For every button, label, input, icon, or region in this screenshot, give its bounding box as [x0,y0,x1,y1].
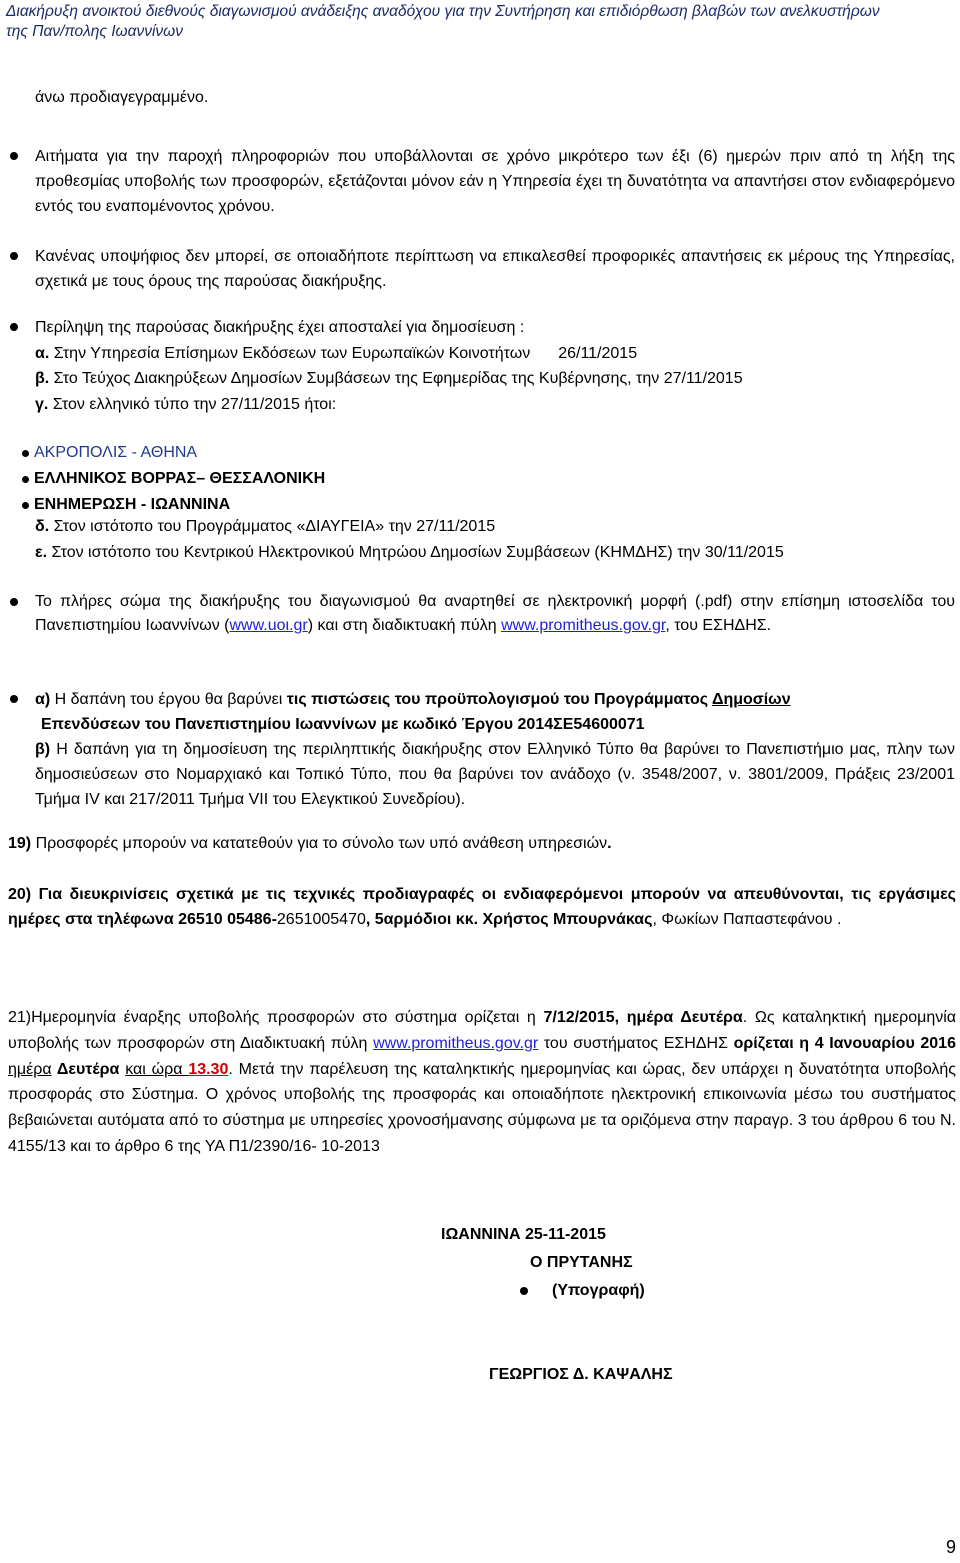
bullet-icon [10,695,18,703]
publication-item-b: β. Στο Τεύχος Διακηρύξεων Δημοσίων Συμβάσεων της Εφημερίδας της Κυβέρνησης, την 27/11/2015 [35,370,743,387]
newspaper-list [22,440,325,518]
publication-item-d: δ. Στον ιστότοπο του Προγράμματος «ΔΙΑΥΓΕΙΑ» την 27/11/2015 [35,518,496,535]
bullet-icon [22,450,29,457]
bullet-icon [10,152,18,160]
signature-mark: (Υπογραφή) [552,1282,645,1299]
cost-item-a-line2: Επενδύσεων του Πανεπιστημίου Ιωαννίνων με κωδικό Έργου 2014ΣΕ54600071 [41,716,645,733]
publication-heading: Περίληψη της παρούσας διακήρυξης έχει αποσταλεί για δημοσίευση : [35,319,525,336]
promitheus-portal-link-2[interactable]: www.promitheus.gov.gr [373,1034,539,1052]
newspaper-item: ΑΚΡΟΠΟΛΙΣ - ΑΘΗΝΑ [22,440,325,466]
paragraph-oral-answers: Κανένας υποψήφιος δεν μπορεί, σε οποιαδήποτε περίπτωση να επικαλεσθεί προφορικές απαντήσεις εκ μέρους της Υπηρεσίας, σχετικά με τους όρους της παρούσας διακήρυξης. [35,248,955,290]
intro-line: άνω προδιαγεγραμμένο. [35,89,209,106]
bullet-icon [10,252,18,260]
header-line-1: Διακήρυξη ανοικτού διεθνούς διαγωνισμού ανάδειξης αναδόχου για την Συντήρηση και επιδιόρθωση βλαβών των ανελκυστήρων [6,3,880,20]
publication-section [35,315,955,417]
signatory-name: ΓΕΩΡΓΙΟΣ Δ. ΚΑΨΑΛΗΣ [489,1366,673,1383]
bullet-icon [10,323,18,331]
publication-item-c: γ. Στον ελληνικό τύπο την 27/11/2015 ήτοι: [35,395,337,413]
page-number: 9 [945,1537,956,1557]
bullet-icon [22,476,29,483]
paragraph-cost [35,687,955,812]
newspaper-item: ΕΝΗΜΕΡΩΣΗ - ΙΩΑΝΝΙΝΑ [22,492,325,518]
running-header [6,2,956,42]
item-21: 21)Ημερομηνία έναρξης υποβολής προσφορών στο σύστημα ορίζεται η 7/12/2015, ημέρα Δευτέρα. Ως καταληκτική ημερομηνία υποβολής των προσφορών στη Διαδικτυακή πύλη www.promitheus.gov.gr του συστήματος ΕΣΗΔΗΣ ορίζεται η 4 Ιανουαρίου 2016 ημέρα Δευτέρα και ώρα 13.30. Μετά την παρέλευση της καταληκτικής ημερομηνίας και ώρας, δεν υπάρχει η δυνατότητα υποβολής προσφοράς στο Σύστημα. Ο χρόνος υποβολής της προσφοράς και οποιαδήποτε ηλεκτρονική επικοινωνία μέσω του συστήματος βεβαιώνεται αυτόματα από το σύστημα με υπηρεσίες χρονοσήμανσης σύμφωνα με τα οριζόμενα στην παραγρ. 3 του άρθρου 6 του Ν. 4155/13 και το άρθρο 6 της ΥΑ Π1/2390/16- 10-2013 [8,1009,957,1155]
item-20: 20) Για διευκρινίσεις σχετικά με τις τεχνικές προδιαγραφές οι ενδιαφερόμενοι μπορούν να απευθύνονται, τις εργάσιμες ημέρες στα τηλέφωνα 26510 05486-2651005470, 5αρμόδιοι κκ. Χρήστος Μπουρνάκας, Φωκίων Παπαστεφάνου . [8,886,956,928]
signature-place-date: ΙΩΑΝΝΙΝΑ 25-11-2015 [441,1226,606,1243]
item-19: 19) Προσφορές μπορούν να κατατεθούν για το σύνολο των υπό ανάθεση υπηρεσιών. [8,835,612,852]
header-line-2: της Παν/πολης Ιωαννίνων [6,23,183,40]
bullet-icon [520,1287,528,1295]
bullet-icon [22,502,29,509]
paragraph-full-text: Το πλήρες σώμα της διακήρυξης του διαγωνισμού θα αναρτηθεί σε ηλεκτρονική μορφή (.pdf) στην επίσημη ιστοσελίδα του Πανεπιστημίου Ιωαννίνων (www.uoι.gr) και στη διαδικτυακή πύλη www.promitheus.gov.gr, του ΕΣΗΔΗΣ. [35,593,955,634]
publication-section-continued [35,514,955,566]
university-website-link[interactable]: www.uoι.gr [229,617,308,634]
promitheus-portal-link[interactable]: www.promitheus.gov.gr [501,617,666,634]
publication-item-e: ε. Στον ιστότοπο του Κεντρικού Ηλεκτρονικού Μητρώου Δημοσίων Συμβάσεων (ΚΗΜΔΗΣ) την 30/11/2015 [35,544,784,561]
newspaper-item: ΕΛΛΗΝΙΚΟΣ ΒΟΡΡΑΣ– ΘΕΣΣΑΛΟΝΙΚΗ [22,466,325,492]
publication-item-a: α. Στην Υπηρεσία Επίσημων Εκδόσεων των Ευρωπαϊκών Κοινοτήτων 26/11/2015 [35,344,638,362]
cost-item-a: α) Η δαπάνη του έργου θα βαρύνει τις πιστώσεις του προϋπολογισμού του Προγράμματος Δημοσίων [35,691,791,708]
signature-role: Ο ΠΡΥΤΑΝΗΣ [530,1254,633,1271]
bullet-icon [10,598,18,606]
paragraph-info-requests: Αιτήματα για την παροχή πληροφοριών που υποβάλλονται σε χρόνο μικρότερο των έξι (6) ημερών πριν από τη λήξη της προθεσμίας υποβολής των προσφορών, εξετάζονται μόνον εάν η Υπηρεσία έχει τη δυνατότητα να απαντήσει στον ενδιαφερόμενο εντός του εναπομένοντος χρόνου. [35,148,955,215]
cost-item-b: β) Η δαπάνη για τη δημοσίευση της περιληπτικής διακήρυξης στον Ελληνικό Τύπο θα βαρύνει το Πανεπιστήμιο μας, πλην των δημοσιεύσεων στο Νομαρχιακό και Τοπικό Τύπο, που θα βαρύνει τον ανάδοχο (ν. 3548/2007, ν. 3801/2009, Πράξεις 23/2001 Τμήμα IV και 217/2011 Τμήμα VII του Ελεγκτικού Συνεδρίου). [35,741,955,808]
